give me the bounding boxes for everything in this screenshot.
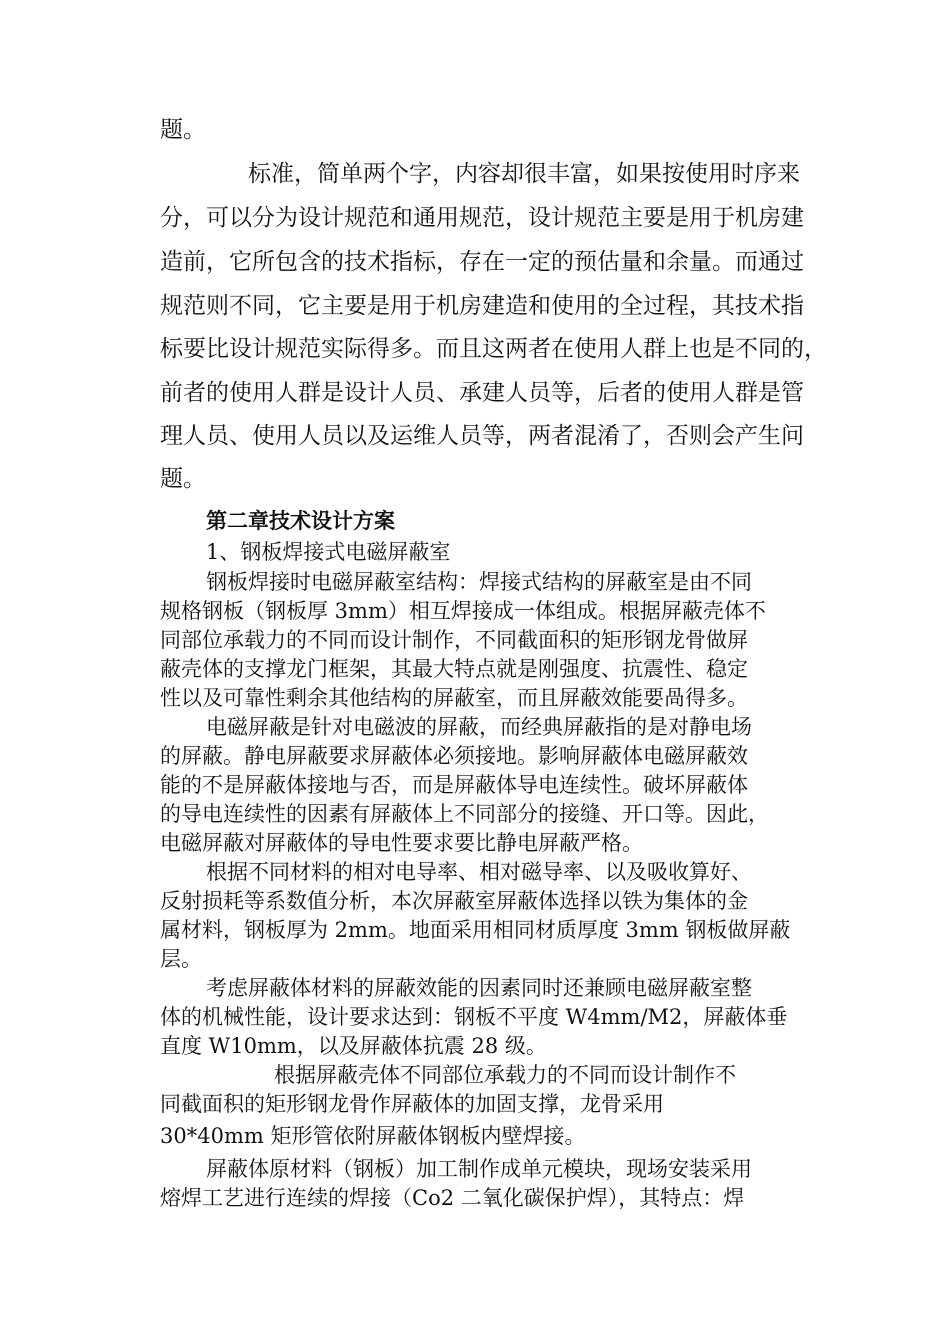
text-line: 根据不同材料的相对电导率、相对磁导率、以及吸收算好、 <box>206 860 752 884</box>
text-line: 能的不是屏蔽体接地与否，而是屏蔽体导电连续性。破坏屏蔽体 <box>160 773 748 797</box>
text-line: 电磁屏蔽是针对电磁波的屏蔽，而经典屏蔽指的是对静电场 <box>206 715 752 739</box>
text-line: 规范则不同，它主要是用于机房建造和使用的全过程，其技术指 <box>160 293 804 319</box>
text-line: 的导电连续性的因素有屏蔽体上不同部分的接缝、开口等。因此， <box>160 802 769 826</box>
text-line: 屏蔽体原材料（钢板）加工制作成单元模块，现场安装采用 <box>206 1157 752 1181</box>
text-line: 题。 <box>160 466 206 492</box>
text-line: 分，可以分为设计规范和通用规范，设计规范主要是用于机房建 <box>160 205 804 231</box>
text-line: 的屏蔽。静电屏蔽要求屏蔽体必须接地。影响屏蔽体电磁屏蔽效 <box>160 744 748 768</box>
text-line: 考虑屏蔽体材料的屏蔽效能的因素同时还兼顾电磁屏蔽室整 <box>206 976 752 1000</box>
section-title: 1、钢板焊接式电磁屏蔽室 <box>206 540 451 564</box>
text-line: 钢板焊接时电磁屏蔽室结构：焊接式结构的屏蔽室是由不同 <box>206 570 752 594</box>
text-line: 前者的使用人群是设计人员、承建人员等，后者的使用人群是管 <box>160 380 804 406</box>
text-line: 造前，它所包含的技术指标，存在一定的预估量和余量。而通过 <box>160 249 804 275</box>
text-line: 性以及可靠性剩余其他结构的屏蔽室，而且屏蔽效能要咼得多。 <box>160 686 748 710</box>
text-line: 标准，简单两个字，内容却很丰富，如果按使用时序来 <box>248 161 800 187</box>
text-line: 理人员、使用人员以及运维人员等，两者混淆了，否则会产生问 <box>160 423 804 449</box>
paragraph-fragment: 题。 <box>160 117 206 143</box>
text-line: 属材料，钢板厚为 2mm。地面采用相同材质厚度 3mm 钢板做屏蔽 <box>160 918 791 942</box>
text-line: 熔焊工艺进行连续的焊接（Co2 二氧化碳保护焊），其特点：焊 <box>160 1186 745 1210</box>
text-line: 同截面积的矩形钢龙骨作屏蔽体的加固支撑，龙骨采用 <box>160 1092 664 1116</box>
text-line: 30*40mm 矩形管依附屏蔽体钢板内壁焊接。 <box>160 1124 586 1148</box>
text-line: 反射损耗等系数值分析，本次屏蔽室屏蔽体选择以铁为集体的金 <box>160 889 748 913</box>
text-line: 体的机械性能，设计要求达到：钢板不平度 W4mm/M2，屏蔽体垂 <box>160 1005 788 1029</box>
text-line: 层。 <box>160 947 202 971</box>
text-line: 直度 W10mm，以及屏蔽体抗震 28 级。 <box>160 1034 547 1058</box>
text-line: 电磁屏蔽对屏蔽体的导电性要求要比静电屏蔽严格。 <box>160 831 643 855</box>
text-line: 根据屏蔽壳体不同部位承载力的不同而设计制作不 <box>274 1063 736 1087</box>
chapter-heading: 第二章技术设计方案 <box>206 508 395 533</box>
text-line: 标要比设计规范实际得多。而且这两者在使用人群上也是不同的， <box>160 336 827 362</box>
text-line: 蔽壳体的支撑龙门框架，其最大特点就是刚强度、抗震性、稳定 <box>160 657 748 681</box>
text-line: 同部位承载力的不同而设计制作，不同截面积的矩形钢龙骨做屏 <box>160 628 748 652</box>
text-line: 规格钢板（钢板厚 3mm）相互焊接成一体组成。根据屏蔽壳体不 <box>160 599 766 623</box>
